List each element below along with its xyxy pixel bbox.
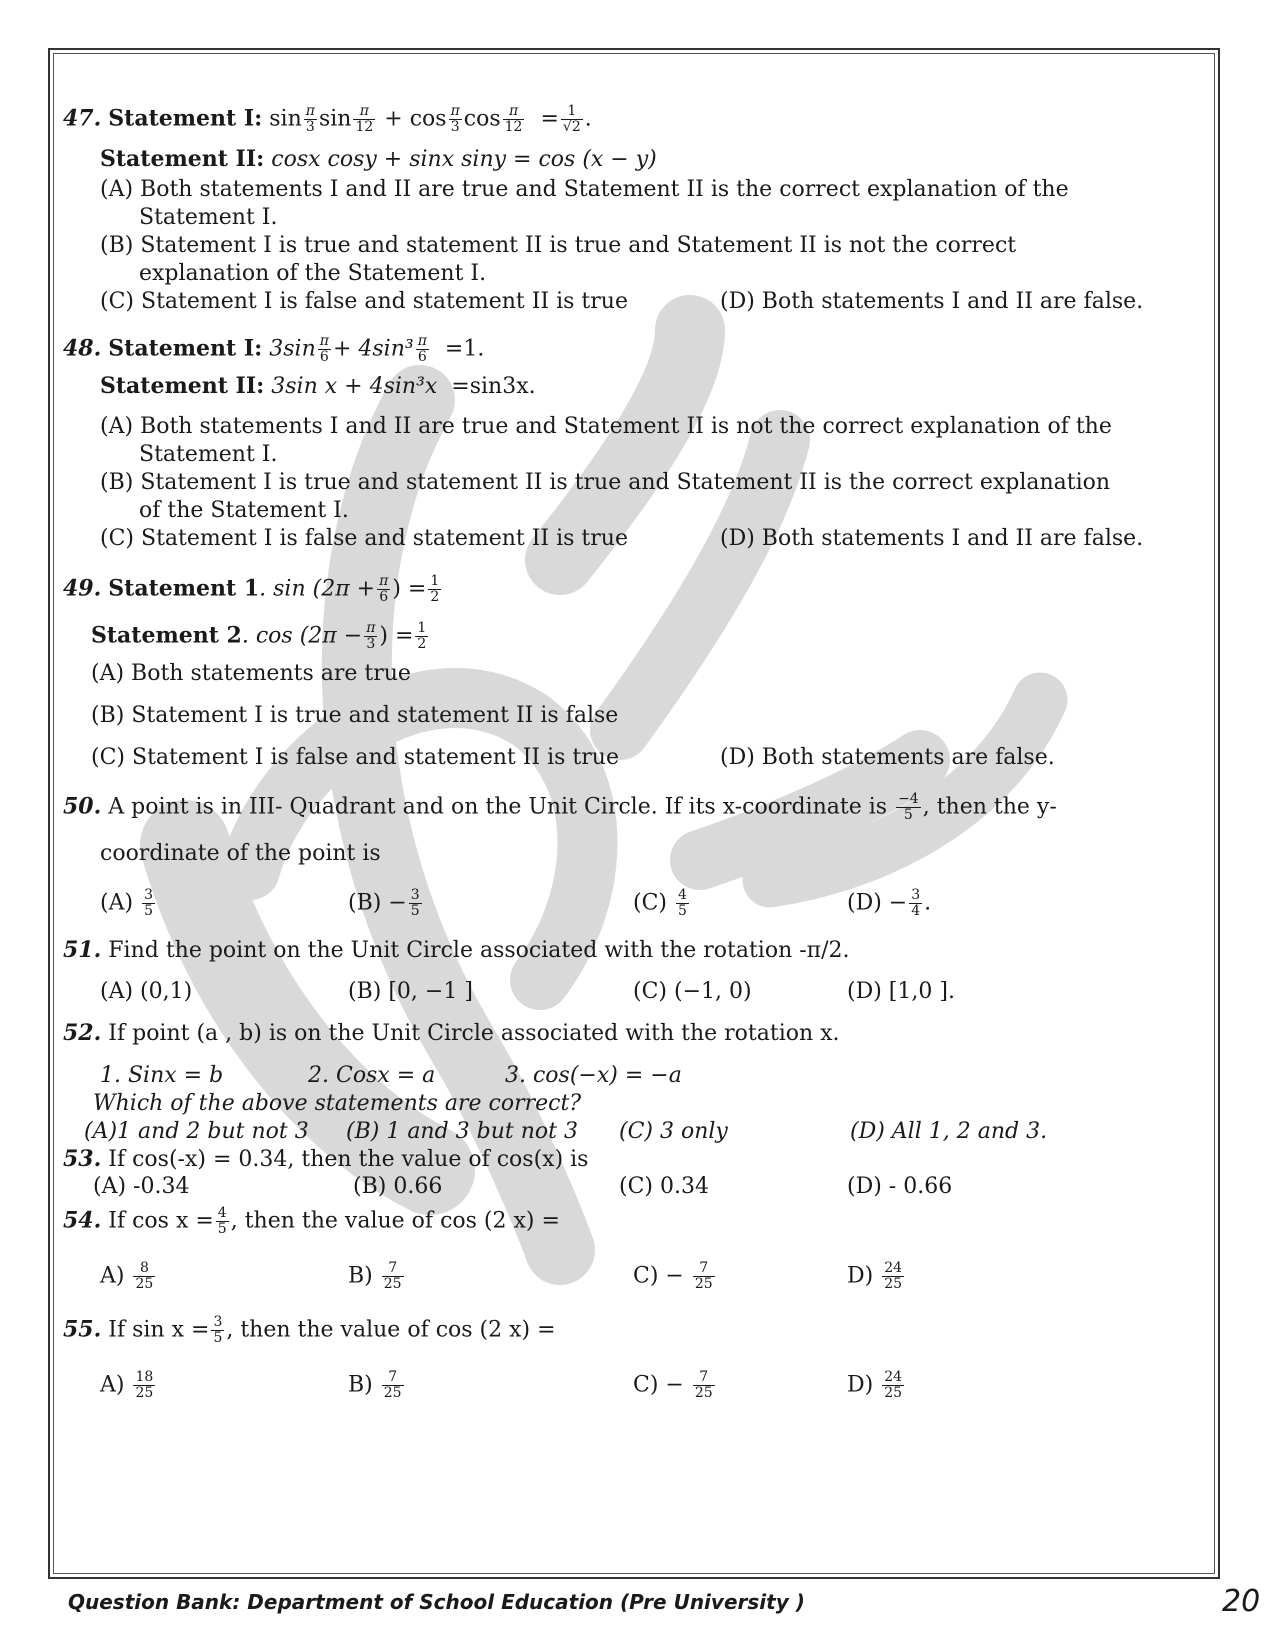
q52-statement-2: 2. Cosx = a <box>308 1063 436 1088</box>
fraction: $\frac{\pi}{12}$ <box>504 103 523 135</box>
q50-option-d: (D) − $\frac{3}{4}$ . <box>847 887 932 919</box>
q48-statement1 <box>63 334 484 365</box>
question-text: If sin x = <box>108 1317 210 1343</box>
q55-option-a: A) $\frac{18}{25}$ <box>100 1369 154 1401</box>
q52-question: Which of the above statements are correct? <box>93 1091 582 1116</box>
math-text: . <box>584 106 592 132</box>
q48-option-c: (C) Statement I is false and statement II is true <box>100 526 628 551</box>
q55-option-b: B) $\frac{7}{25}$ <box>348 1369 402 1401</box>
fraction: $\frac{\pi}{3}$ <box>305 103 315 135</box>
q53-option-c: (C) 0.34 <box>619 1174 709 1199</box>
fraction: $\frac{-4}{5}$ <box>898 791 919 823</box>
q52-option-a: (A)1 and 2 but not 3 <box>84 1119 309 1144</box>
q48-statement2 <box>100 372 536 401</box>
q54-option-c: C) − $\frac{7}{25}$ <box>633 1260 713 1292</box>
q53-option-d: (D) - 0.66 <box>847 1174 953 1199</box>
q50-option-b: (B) − $\frac{3}{5}$ <box>348 887 420 919</box>
question-number: 49. <box>63 575 102 602</box>
q50-option-c: (C) $\frac{4}{5}$ <box>633 887 687 919</box>
q54-option-a: A) $\frac{8}{25}$ <box>100 1260 154 1292</box>
q51-text <box>63 936 850 965</box>
math-text: sin <box>269 106 302 132</box>
question-text: A point is in III- Quadrant and on the Unit Circle. If its x-coordinate is <box>108 794 888 820</box>
question-number: 54. <box>63 1207 102 1234</box>
q54-text <box>63 1206 560 1237</box>
question-number: 53. <box>63 1146 102 1172</box>
question-number: 55. <box>63 1316 102 1343</box>
statement-label: Statement II: <box>100 373 265 399</box>
q53-option-a: (A) -0.34 <box>93 1174 190 1199</box>
q52-statement-3: 3. cos(−x) = −a <box>505 1063 682 1088</box>
q47-option-d: (D) Both statements I and II are false. <box>720 289 1144 314</box>
question-text: , then the value of cos (2 x) = <box>230 1208 560 1234</box>
math-text: =sin3x. <box>451 374 536 399</box>
footer-text: Question Bank: Department of School Education (Pre University ) <box>68 1590 805 1614</box>
fraction: $\frac{\pi}{3}$ <box>450 103 460 135</box>
statement-label: Statement II: <box>100 146 265 172</box>
statement-label: Statement 2 <box>91 622 242 649</box>
q52-text <box>63 1019 840 1048</box>
question-text: If cos(-x) = 0.34, then the value of cos(x) is <box>108 1147 589 1172</box>
q52-option-d: (D) All 1, 2 and 3. <box>850 1119 1048 1144</box>
question-text: Find the point on the Unit Circle associated with the rotation -π/2. <box>108 938 850 963</box>
q47-option-a-cont: Statement I. <box>139 205 278 230</box>
question-number: 52. <box>63 1020 102 1046</box>
fraction: $\frac{1}{2}$ <box>430 573 440 605</box>
fraction: $\frac{1}{2}$ <box>417 620 427 652</box>
question-text: , then the value of cos (2 x) = <box>226 1317 556 1343</box>
q49-statement2 <box>91 621 430 652</box>
q51-option-b: (B) [0, −1 ] <box>348 979 473 1004</box>
statement-label: Statement I: <box>108 335 263 362</box>
q49-option-d: (D) Both statements are false. <box>720 745 1055 770</box>
statement-label: Statement 1 <box>108 575 260 602</box>
q52-statement-1: 1. Sinx = b <box>100 1063 224 1088</box>
q47-option-c: (C) Statement I is false and statement II is true <box>100 289 628 314</box>
math-text: =1. <box>444 336 485 362</box>
math-text: 3sin <box>269 336 316 362</box>
q48-option-a-cont: Statement I. <box>139 442 278 467</box>
question-number: 51. <box>63 937 102 963</box>
q51-option-d: (D) [1,0 ]. <box>847 979 955 1004</box>
math-text: + cos <box>384 106 447 132</box>
q48-option-d: (D) Both statements I and II are false. <box>720 526 1144 551</box>
q47-statement1 <box>63 104 592 135</box>
fraction: $\frac{\pi}{6}$ <box>319 333 329 365</box>
q52-option-b: (B) 1 and 3 but not 3 <box>346 1119 578 1144</box>
q55-option-d: D) $\frac{24}{25}$ <box>847 1369 903 1401</box>
page-number: 20 <box>1222 1584 1261 1619</box>
fraction: $\frac{\pi}{6}$ <box>379 573 389 605</box>
q48-option-b-cont: of the Statement I. <box>139 498 349 523</box>
fraction: $\frac{\pi}{6}$ <box>417 333 427 365</box>
fraction: $\frac{3}{5}$ <box>213 1314 223 1346</box>
math-text: . cos (2π − <box>241 623 363 649</box>
math-text: ) = <box>392 576 427 602</box>
math-text: cosx cosy + sinx siny = cos (x − y) <box>271 147 657 172</box>
math-text: sin <box>318 106 352 132</box>
question-text: If cos x = <box>108 1208 214 1234</box>
math-text: ) = <box>379 623 414 649</box>
question-number: 47. <box>63 105 102 132</box>
q47-statement2 <box>100 145 657 174</box>
fraction: $\frac{4}{5}$ <box>217 1205 227 1237</box>
q47-option-b: (B) Statement I is true and statement II is true and Statement II is not the correct <box>100 233 1017 258</box>
math-text: 3sin x + 4sin³x <box>271 374 438 399</box>
q50-option-a: (A) $\frac{3}{5}$ <box>100 887 153 919</box>
q49-option-c: (C) Statement I is false and statement II is true <box>91 745 619 770</box>
q47-option-a: (A) Both statements I and II are true and Statement II is the correct explanation of the <box>100 177 1069 202</box>
q50-text <box>63 792 1057 823</box>
q47-option-b-cont: explanation of the Statement I. <box>139 261 487 286</box>
math-text: + 4sin³ <box>332 336 414 362</box>
question-number: 50. <box>63 793 102 820</box>
fraction: $\frac{1}{√2}$ <box>562 103 581 135</box>
q51-option-a: (A) (0,1) <box>100 979 193 1004</box>
statement-label: Statement I: <box>108 105 263 132</box>
q53-option-b: (B) 0.66 <box>353 1174 443 1199</box>
fraction: $\frac{\pi}{12}$ <box>355 103 374 135</box>
math-text: . sin (2π + <box>259 576 376 602</box>
fraction: $\frac{\pi}{3}$ <box>366 620 376 652</box>
q51-option-c: (C) (−1, 0) <box>633 979 752 1004</box>
question-text: , then the y- <box>922 794 1057 820</box>
q55-text <box>63 1315 556 1346</box>
question-number: 48. <box>63 335 102 362</box>
math-text: cos <box>463 106 501 132</box>
question-text: If point (a , b) is on the Unit Circle associated with the rotation x. <box>108 1021 840 1046</box>
q53-text <box>63 1145 588 1174</box>
q49-option-b: (B) Statement I is true and statement II is false <box>91 703 619 728</box>
q52-option-c: (C) 3 only <box>619 1119 728 1144</box>
q49-statement1 <box>63 574 443 605</box>
q50-text-cont: coordinate of the point is <box>100 841 381 866</box>
q55-option-c: C) − $\frac{7}{25}$ <box>633 1369 713 1401</box>
q49-option-a: (A) Both statements are true <box>91 661 411 686</box>
q48-option-b: (B) Statement I is true and statement II is true and Statement II is the correct explanation <box>100 470 1111 495</box>
math-text: = <box>540 106 559 132</box>
q54-option-b: B) $\frac{7}{25}$ <box>348 1260 402 1292</box>
q54-option-d: D) $\frac{24}{25}$ <box>847 1260 903 1292</box>
q48-option-a: (A) Both statements I and II are true and Statement II is not the correct explanation of the <box>100 414 1112 439</box>
